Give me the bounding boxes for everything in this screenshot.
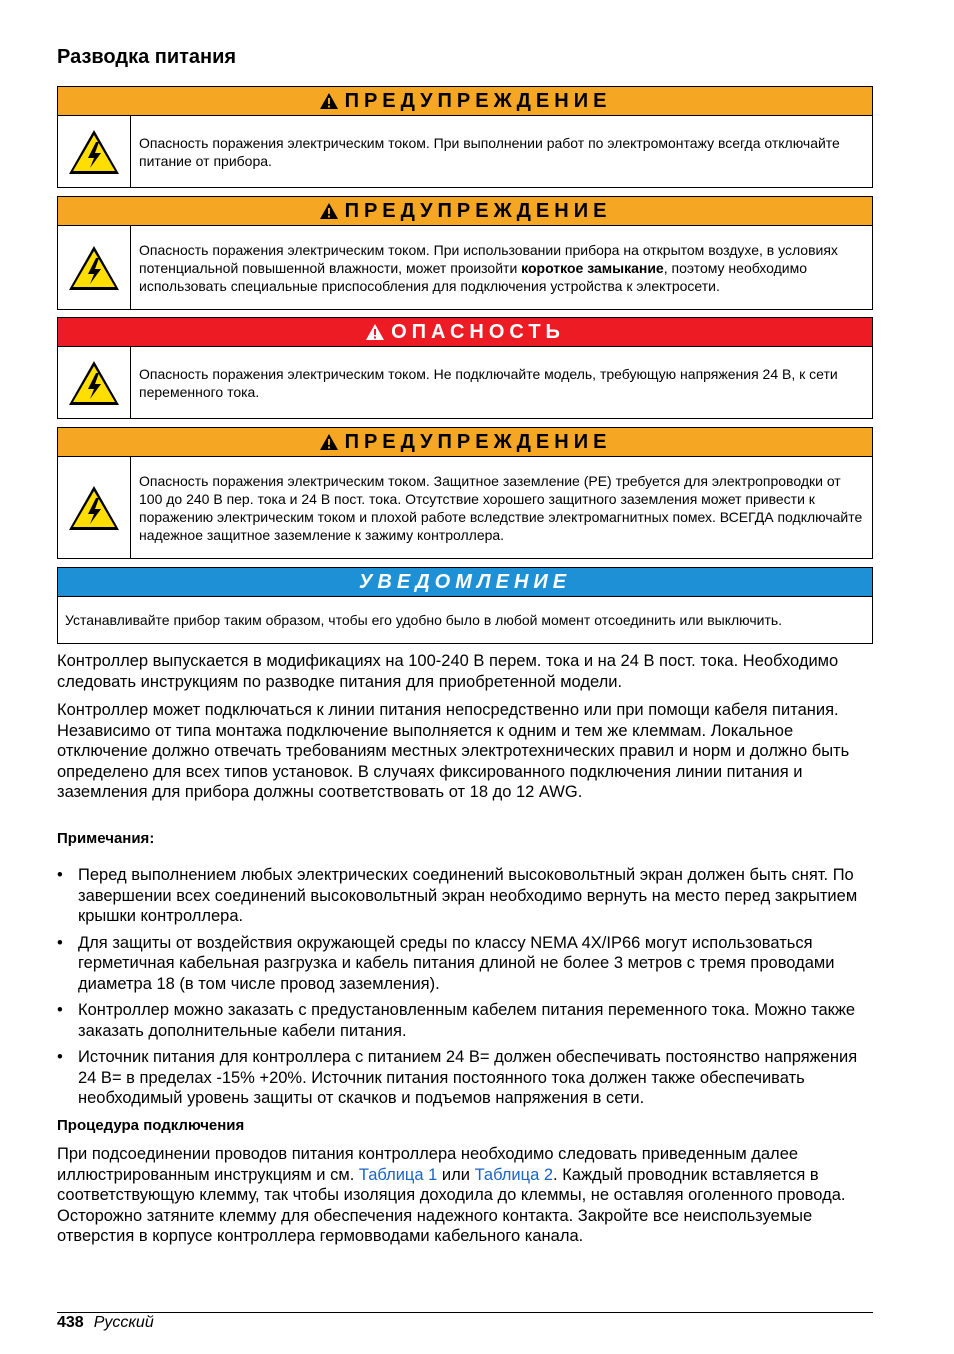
notice-box <box>57 567 873 644</box>
notes-list <box>57 865 873 1115</box>
warning-text: Опасность поражения электрическим током. При выполнении работ по электромонтажу всегда отключайте питание от прибора. <box>139 134 840 169</box>
paragraph-procedure: При подсоединении проводов питания контроллера необходимо следовать приведенным далее иллюстрированным инструкциям и см. Таблица 1 или Таблица 2. Каждый проводник вставляется в соответствующую клемму, так чтобы изоляция доходила до клеммы, не оставляя оголенного провода. Осторожно затяните клемму для обеспечения надежного контакта. Закройте все неиспользуемые отверстия в корпусе контроллера гермовводами кабельного канала. <box>57 1145 846 1245</box>
warning-label: ПРЕДУПРЕЖДЕНИЕ <box>344 430 612 453</box>
page-number: 438 <box>57 1314 84 1331</box>
warning-box-2 <box>57 196 873 310</box>
high-voltage-icon <box>58 226 131 309</box>
notes-heading: Примечания: <box>57 830 155 847</box>
notice-header <box>58 568 872 597</box>
paragraph-models: Контроллер выпускается в модификациях на 100-240 В перем. тока и на 24 В пост. тока. Необходимо следовать инструкциям по разводке питания для приобретенной модели. <box>57 652 839 691</box>
warning-header <box>58 197 872 226</box>
procedure-heading: Процедура подключения <box>57 1117 245 1134</box>
list-item: • Для защиты от воздействия окружающей среды по классу NEMA 4X/IP66 могут использоваться герметичная кабельная разгрузка и кабель питания длиной не более 3 метров с тремя проводами диаметра 18 (в том числе провод заземления). <box>57 933 873 995</box>
warning-label: ПРЕДУПРЕЖДЕНИЕ <box>344 199 612 222</box>
notice-label: УВЕДОМЛЕНИЕ <box>358 570 572 593</box>
list-item: • Контроллер можно заказать с предустановленным кабелем питания переменного тока. Можно также заказать дополнительные кабели питания. <box>57 1000 873 1041</box>
table-1-link[interactable]: Таблица 1 <box>358 1165 438 1184</box>
table-2-link[interactable]: Таблица 2 <box>474 1165 554 1184</box>
danger-text: Опасность поражения электрическим током. Не подключайте модель, требующую напряжения 24 В, к сети переменного тока. <box>139 365 838 400</box>
warning-header <box>58 87 872 116</box>
danger-header <box>58 318 872 347</box>
warning-header <box>58 428 872 457</box>
warning-label: ПРЕДУПРЕЖДЕНИЕ <box>344 89 612 112</box>
alert-triangle-icon <box>365 323 385 341</box>
footer-language: Русский <box>93 1314 154 1331</box>
footer <box>57 1314 154 1332</box>
high-voltage-icon <box>58 457 131 558</box>
list-item: • Перед выполнением любых электрических соединений высоковольтный экран должен быть снят. По завершении всех соединений высоковольтный экран необходимо вернуть на место перед закрытием крышки контроллера. <box>57 865 873 927</box>
alert-triangle-icon <box>319 92 339 110</box>
page-title: Разводка питания <box>57 46 237 68</box>
warning-box-1 <box>57 86 873 188</box>
alert-triangle-icon <box>319 202 339 220</box>
warning-text: Опасность поражения электрическим током. При использовании прибора на открытом воздухе, в условиях потенциальной повышенной влажности, может произойти короткое замыкание, поэтому необходимо использовать специальные приспособления для подключения устройства к электросети. <box>139 241 838 294</box>
danger-label: ОПАСНОСТЬ <box>391 320 565 343</box>
list-item: • Источник питания для контроллера с питанием 24 В= должен обеспечивать постоянство напряжения 24 В= в пределах -15% +20%. Источник питания постоянного тока должен также обеспечивать необходимый уровень защиты от скачков и подъемов напряжения в сети. <box>57 1047 873 1109</box>
warning-text: Опасность поражения электрическим током. Защитное заземление (PE) требуется для электропроводки от 100 до 240 В пер. тока и 24 В пост. тока. Отсутствие хорошего защитного заземления может привести к поражению электрическим током и плохой работе вследствие электромагнитных помех. ВСЕГДА подключайте надежное защитное заземление к зажиму контроллера. <box>139 472 863 543</box>
warning-box-3 <box>57 427 873 559</box>
emphasis: короткое замыкание <box>521 259 664 276</box>
danger-box <box>57 317 873 419</box>
footer-divider <box>57 1312 873 1313</box>
paragraph-connection: Контроллер может подключаться к линии питания непосредственно или при помощи кабеля питания. Независимо от типа монтажа подключение выполняется к одним и тем же клеммам. Локальное отключение должно отвечать требованиям местных электротехнических правил и норм и должно быть определено для всех типов установок. В случаях фиксированного подключения линии питания и заземления для прибора должны соответствовать от 18 до 12 AWG. <box>57 701 850 801</box>
high-voltage-icon <box>58 347 131 418</box>
high-voltage-icon <box>58 116 131 187</box>
alert-triangle-icon <box>319 433 339 451</box>
notice-text: Устанавливайте прибор таким образом, чтобы его удобно было в любой момент отсоединить или выключить. <box>65 612 783 628</box>
